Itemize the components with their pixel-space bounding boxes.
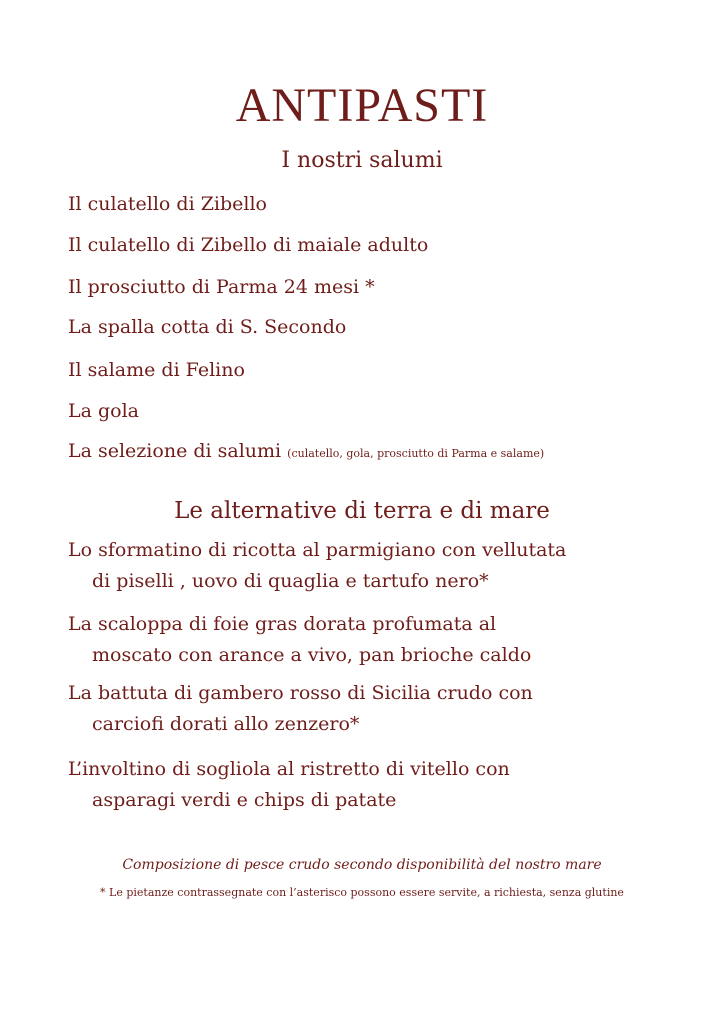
salumi-heading: I nostri salumi bbox=[281, 148, 443, 173]
alternative-heading: Le alternative di terra e di mare bbox=[174, 498, 550, 524]
salumi-item bbox=[68, 402, 139, 421]
salumi-item bbox=[68, 195, 267, 214]
dish-line-1: Lo sformatino di ricotta al parmigiano con vellutata bbox=[68, 539, 567, 561]
salumi-item-name: Il prosciutto di Parma 24 mesi * bbox=[68, 276, 375, 298]
dish-item bbox=[68, 754, 688, 816]
salumi-item-name: La gola bbox=[68, 400, 139, 422]
dish-line-1: L’involtino di sogliola al ristretto di vitello con bbox=[68, 758, 510, 780]
salumi-item bbox=[68, 361, 245, 380]
dish-item bbox=[68, 609, 688, 671]
salumi-item-name: La spalla cotta di S. Secondo bbox=[68, 316, 347, 338]
dish-line-2: asparagi verdi e chips di patate bbox=[92, 789, 397, 811]
dish-item bbox=[68, 535, 688, 597]
salumi-item bbox=[68, 442, 544, 461]
crudo-note: Composizione di pesce crudo secondo disponibilità del nostro mare bbox=[122, 857, 602, 873]
salumi-item bbox=[68, 236, 428, 255]
salumi-item-name: Il salame di Felino bbox=[68, 359, 245, 381]
salumi-item bbox=[68, 318, 346, 337]
salumi-item-name: Il culatello di Zibello di maiale adulto bbox=[68, 234, 429, 256]
dish-line-2: moscato con arance a vivo, pan brioche caldo bbox=[92, 644, 532, 666]
dish-line-2: di piselli , uovo di quaglia e tartufo nero* bbox=[92, 570, 489, 592]
dish-line-1: La scaloppa di foie gras dorata profumata al bbox=[68, 613, 497, 635]
dish-item bbox=[68, 678, 688, 740]
dish-line-1: La battuta di gambero rosso di Sicilia crudo con bbox=[68, 682, 533, 704]
salumi-item-name: La selezione di salumi bbox=[68, 440, 282, 462]
gluten-free-note: * Le pietanze contrassegnate con l’asterisco possono essere servite, a richiesta, senza glutine bbox=[100, 886, 624, 899]
page-title: ANTIPASTI bbox=[235, 79, 489, 132]
dish-line-2: carciofi dorati allo zenzero* bbox=[92, 713, 360, 735]
salumi-item-name: Il culatello di Zibello bbox=[68, 193, 267, 215]
salumi-item bbox=[68, 278, 375, 297]
salumi-item-note: (culatello, gola, prosciutto di Parma e salame) bbox=[287, 447, 545, 460]
